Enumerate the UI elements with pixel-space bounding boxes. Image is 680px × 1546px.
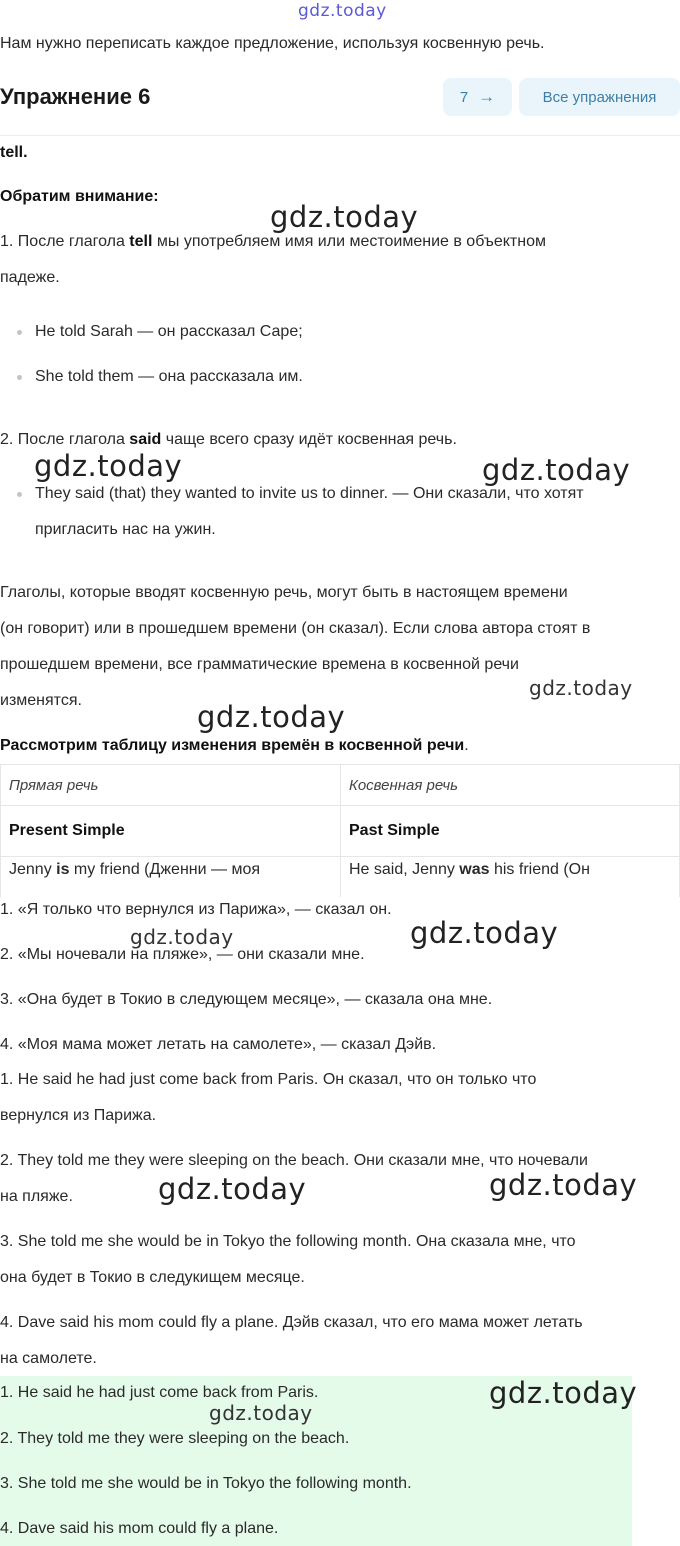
table-cell: Jenny is my friend (Дженни — моя xyxy=(1,857,341,898)
answer-line: 3. She told me she would be in Tokyo the following month. Она сказала мне, что xyxy=(0,1233,576,1250)
table-cell: He said, Jenny was his friend (Он xyxy=(341,857,680,898)
final-answer: 2. They told me they were sleeping on the beach. xyxy=(0,1430,350,1447)
watermark: gdz.today xyxy=(209,1401,313,1425)
watermark: gdz.today xyxy=(158,1172,307,1206)
example-3-cont: пригласить нас на ужин. xyxy=(35,521,216,538)
watermark: gdz.today xyxy=(197,700,346,734)
table-header-direct: Прямая речь xyxy=(1,765,341,806)
task-sentence: 1. «Я только что вернулся из Парижа», — сказал он. xyxy=(0,901,392,918)
answer-line: вернулся из Парижа. xyxy=(0,1107,157,1124)
task-sentence: 4. «Моя мама может летать на самолете», — сказал Дэйв. xyxy=(0,1036,437,1053)
header-divider xyxy=(0,135,680,136)
watermark: gdz.today xyxy=(482,453,631,487)
attention-heading: Обратим внимание: xyxy=(0,188,159,205)
watermark: gdz.today xyxy=(529,676,633,700)
table-intro: Рассмотрим таблицу изменения времён в косвенной речи. xyxy=(0,737,469,754)
answer-line: 4. Dave said his mom could fly a plane. Дэйв сказал, что его мама может летать xyxy=(0,1314,583,1331)
answer-line: на самолете. xyxy=(0,1350,97,1367)
watermark-top: gdz.today xyxy=(298,1,387,21)
arrow-right-icon: → xyxy=(478,87,496,106)
bullet xyxy=(17,375,22,380)
rule-2: 2. После глагола said чаще всего сразу идёт косвенная речь. xyxy=(0,431,457,448)
bullet xyxy=(17,492,22,497)
final-answer: 1. He said he had just come back from Paris. xyxy=(0,1384,319,1401)
final-answer: 4. Dave said his mom could fly a plane. xyxy=(0,1520,279,1537)
paragraph-line: прошедшем времени, все грамматические времена в косвенной речи xyxy=(0,656,519,673)
rule-1-cont: падеже. xyxy=(0,269,60,286)
table-cell: Past Simple xyxy=(341,806,680,857)
example-2: She told them — она рассказала им. xyxy=(35,368,303,385)
task-sentence: 3. «Она будет в Токио в следующем месяце», — сказала она мне. xyxy=(0,991,493,1008)
next-exercise-label: 7 xyxy=(459,88,469,106)
watermark: gdz.today xyxy=(34,449,183,483)
next-exercise-button[interactable] xyxy=(443,78,512,116)
answer-line: она будет в Токио в следукищем месяце. xyxy=(0,1269,305,1286)
table-cell: Present Simple xyxy=(1,806,341,857)
table-header-indirect: Косвенная речь xyxy=(341,765,680,806)
example-1: He told Sarah — он рассказал Саре; xyxy=(35,323,303,340)
watermark: gdz.today xyxy=(270,200,419,234)
watermark: gdz.today xyxy=(489,1376,638,1410)
paragraph-line: Глаголы, которые вводят косвенную речь, могут быть в настоящем времени xyxy=(0,584,568,601)
task-sentence: 2. «Мы ночевали на пляже», — они сказали мне. xyxy=(0,946,365,963)
answer-line: на пляже. xyxy=(0,1188,73,1205)
watermark: gdz.today xyxy=(489,1168,638,1202)
intro-text: Нам нужно переписать каждое предложение, используя косвенную речь. xyxy=(0,35,545,52)
tense-table xyxy=(0,764,680,897)
answer-line: 1. He said he had just come back from Paris. Он сказал, что он только что xyxy=(0,1071,537,1088)
page-title: Упражнение 6 xyxy=(0,84,151,109)
example-3: They said (that) they wanted to invite us to dinner. — Они сказали, что хотят xyxy=(35,485,584,502)
paragraph-line: изменятся. xyxy=(0,692,82,709)
final-answer: 3. She told me she would be in Tokyo the following month. xyxy=(0,1475,412,1492)
rule-1: 1. После глагола tell мы употребляем имя или местоимение в объектном xyxy=(0,233,546,250)
watermark: gdz.today xyxy=(130,925,234,949)
watermark: gdz.today xyxy=(410,916,559,950)
bullet xyxy=(17,330,22,335)
answer-line: 2. They told me they were sleeping on the beach. Они сказали мне, что ночевали xyxy=(0,1152,588,1169)
paragraph-line: (он говорит) или в прошедшем времени (он сказал). Если слова автора стоят в xyxy=(0,620,591,637)
tell-line: tell. xyxy=(0,144,28,161)
all-exercises-button[interactable]: Все упражнения xyxy=(519,78,680,116)
